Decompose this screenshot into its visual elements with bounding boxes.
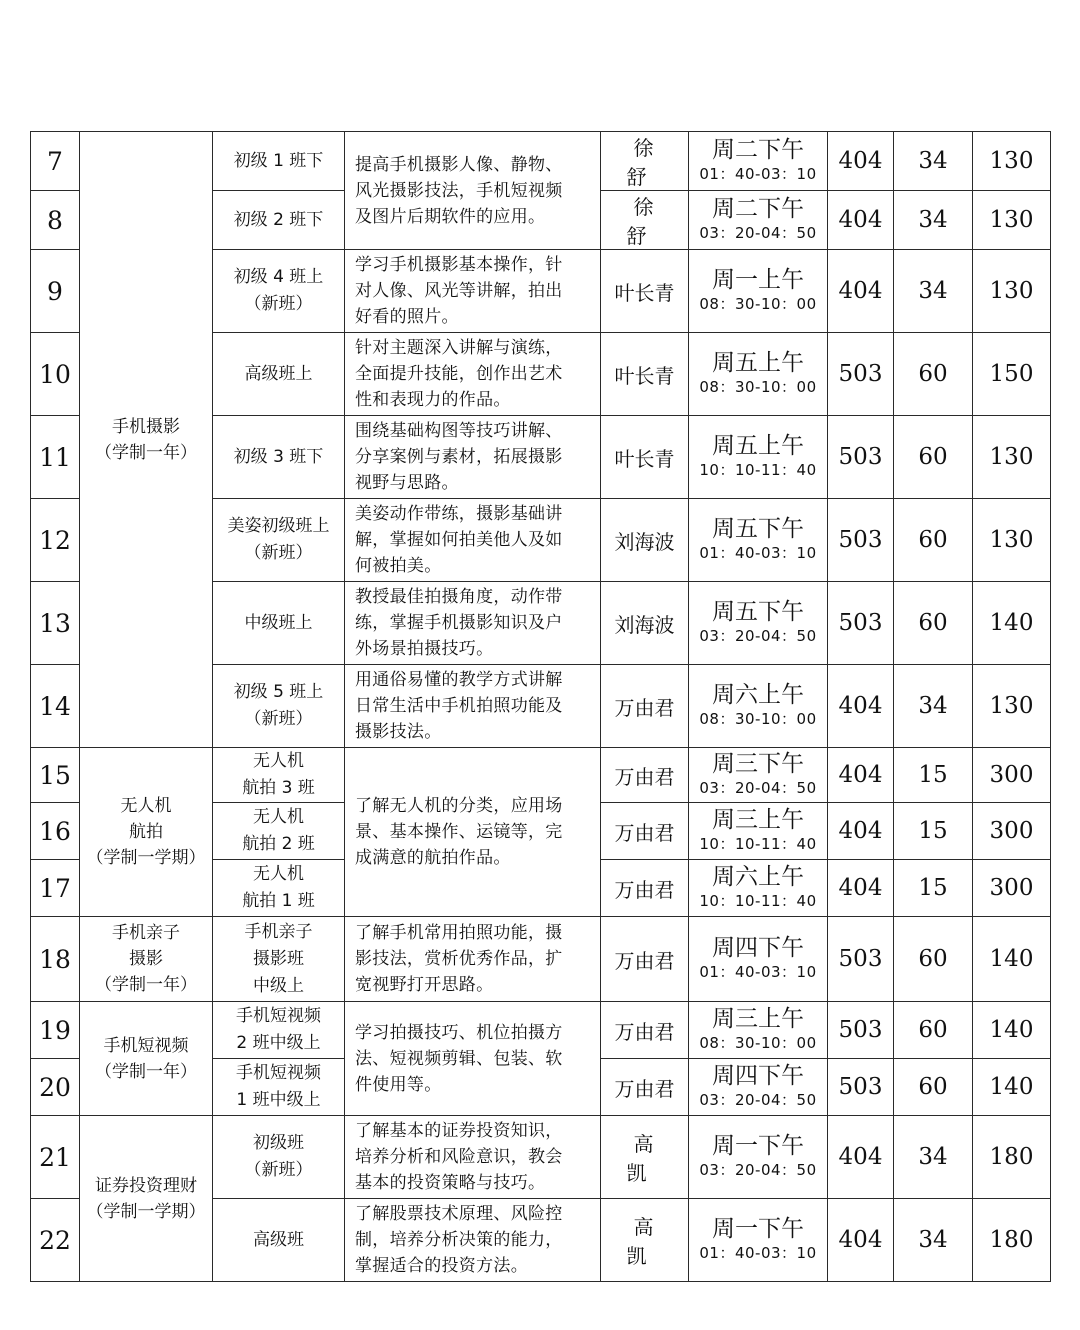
schedule-hours: 03：20-04：50: [699, 779, 817, 797]
description-line: 掌握适合的投资方法。: [355, 1256, 528, 1276]
teacher-name: 刘海波: [601, 582, 689, 665]
fee-amount: 180: [973, 1116, 1051, 1199]
class-name-line: 高级班: [253, 1229, 304, 1250]
class-name-line: 无人机: [253, 807, 304, 827]
schedule-hours: 10：10-11：40: [699, 835, 817, 853]
seat-count: 60: [894, 582, 973, 665]
room-number: 503: [828, 582, 894, 665]
course-name-line: （学制一年）: [95, 975, 197, 995]
row-number: 11: [31, 416, 80, 499]
room-number: 503: [828, 917, 894, 1002]
schedule-day: 周五上午: [712, 350, 804, 376]
seat-count: 34: [894, 132, 973, 191]
schedule-day: 周六上午: [712, 864, 804, 890]
schedule-day: 周三下午: [712, 751, 804, 777]
schedule-cell: [689, 499, 828, 582]
description-line: 基本的投资策略与技巧。: [355, 1173, 546, 1193]
course-name-line: 航拍: [129, 822, 163, 842]
class-name-line: 航拍 3 班: [242, 778, 315, 798]
row-number: 20: [31, 1059, 80, 1116]
room-number: 503: [828, 499, 894, 582]
class-name-cell: [213, 917, 345, 1002]
class-name-line: 手机短视频: [236, 1063, 321, 1083]
course-name-line: （学制一学期）: [86, 848, 206, 868]
description-line: 成满意的航拍作品。: [355, 848, 511, 868]
description-line: 影技法，赏析优秀作品，扩: [355, 949, 563, 969]
class-name-line: 初级 2 班下: [233, 209, 324, 230]
schedule-day: 周四下午: [712, 935, 804, 961]
fee-amount: 130: [973, 191, 1051, 250]
fee-amount: 130: [973, 665, 1051, 748]
teacher-name: 万由君: [601, 917, 689, 1002]
schedule-hours: 10：10-11：40: [699, 461, 817, 479]
description-line: 解，掌握如何拍美他人及如: [355, 530, 563, 550]
schedule-cell: [689, 1059, 828, 1116]
class-name-line: 中级班上: [244, 612, 313, 633]
row-number: 12: [31, 499, 80, 582]
schedule-cell: [689, 1199, 828, 1282]
schedule-hours: 01：40-03：10: [699, 1244, 817, 1262]
course-description-cell: [345, 1116, 601, 1199]
schedule-hours: 08：30-10：00: [699, 378, 817, 396]
schedule-day: 周三上午: [712, 807, 804, 833]
room-number: 404: [828, 665, 894, 748]
class-name-cell: [213, 191, 345, 250]
fee-amount: 140: [973, 1059, 1051, 1116]
teacher-name: 叶长青: [601, 333, 689, 416]
seat-count: 15: [894, 803, 973, 860]
class-name-line: 无人机: [253, 864, 304, 884]
fee-amount: 130: [973, 499, 1051, 582]
class-name-line: 美姿初级班上: [227, 516, 330, 536]
schedule-day: 周二下午: [712, 137, 804, 163]
description-line: 了解无人机的分类，应用场: [355, 796, 563, 816]
class-name-cell: [213, 665, 345, 748]
teacher-name: 高 凯: [601, 1199, 689, 1282]
row-number: 13: [31, 582, 80, 665]
class-name-line: （新班）: [244, 294, 313, 314]
description-line: 教授最佳拍摄角度，动作带: [355, 587, 563, 607]
class-name-line: 手机短视频: [236, 1006, 321, 1026]
class-name-line: 高级班上: [244, 363, 313, 384]
description-line: 美姿动作带练，摄影基础讲: [355, 504, 563, 524]
schedule-hours: 03：20-04：50: [699, 1091, 817, 1109]
teacher-name: 万由君: [601, 748, 689, 803]
course-name-cell: [80, 132, 213, 748]
row-number: 18: [31, 917, 80, 1002]
schedule-cell: [689, 1002, 828, 1059]
row-number: 14: [31, 665, 80, 748]
row-number: 15: [31, 748, 80, 803]
class-name-cell: [213, 416, 345, 499]
seat-count: 34: [894, 665, 973, 748]
fee-amount: 150: [973, 333, 1051, 416]
class-name-cell: [213, 1002, 345, 1059]
seat-count: 34: [894, 1199, 973, 1282]
seat-count: 60: [894, 333, 973, 416]
room-number: 404: [828, 860, 894, 917]
row-number: 7: [31, 132, 80, 191]
schedule-day: 周一下午: [712, 1216, 804, 1242]
schedule-hours: 03：20-04：50: [699, 627, 817, 645]
schedule-day: 周五下午: [712, 516, 804, 542]
description-line: 全面提升技能，创作出艺术: [355, 364, 563, 384]
teacher-name: 万由君: [601, 803, 689, 860]
teacher-name: 万由君: [601, 1002, 689, 1059]
schedule-cell: [689, 917, 828, 1002]
course-description-cell: [345, 665, 601, 748]
row-number: 22: [31, 1199, 80, 1282]
fee-amount: 130: [973, 250, 1051, 333]
class-name-cell: [213, 582, 345, 665]
schedule-hours: 10：10-11：40: [699, 892, 817, 910]
description-line: 法、短视频剪辑、包装、软: [355, 1048, 563, 1069]
teacher-name: 叶长青: [601, 416, 689, 499]
fee-amount: 140: [973, 582, 1051, 665]
description-line: 景、基本操作、运镜等，完: [355, 822, 563, 842]
schedule-cell: [689, 803, 828, 860]
room-number: 503: [828, 1002, 894, 1059]
class-name-cell: [213, 1199, 345, 1282]
schedule-day: 周一上午: [712, 267, 804, 293]
course-name-line: 摄影: [129, 949, 163, 969]
description-line: 外场景拍摄技巧。: [355, 639, 494, 659]
fee-amount: 140: [973, 1002, 1051, 1059]
room-number: 404: [828, 1116, 894, 1199]
course-description-cell: [345, 1199, 601, 1282]
description-line: 件使用等。: [355, 1074, 442, 1095]
course-name-line: 手机亲子: [112, 923, 180, 943]
course-name-cell: [80, 917, 213, 1002]
schedule-hours: 01：40-03：10: [699, 544, 817, 562]
fee-amount: 300: [973, 803, 1051, 860]
description-line: 对人像、风光等讲解，拍出: [355, 281, 563, 301]
description-line: 提高手机摄影人像、静物、: [355, 154, 563, 175]
seat-count: 34: [894, 1116, 973, 1199]
class-name-line: （新班）: [244, 709, 313, 729]
description-line: 围绕基础构图等技巧讲解、: [355, 421, 563, 441]
schedule-cell: [689, 665, 828, 748]
class-name-line: （新班）: [244, 1160, 313, 1180]
row-number: 8: [31, 191, 80, 250]
class-name-line: 初级班: [253, 1133, 304, 1153]
course-description-cell: [345, 499, 601, 582]
class-name-line: 初级 3 班下: [233, 446, 324, 467]
class-name-line: （新班）: [244, 543, 313, 563]
course-name-line: 证券投资理财: [95, 1175, 197, 1196]
seat-count: 60: [894, 1059, 973, 1116]
schedule-cell: [689, 748, 828, 803]
class-name-cell: [213, 748, 345, 803]
class-name-line: 中级上: [253, 975, 304, 996]
schedule-day: 周六上午: [712, 682, 804, 708]
room-number: 404: [828, 132, 894, 191]
course-name-line: 手机摄影: [112, 416, 180, 437]
course-description-cell: [345, 1002, 601, 1116]
class-name-cell: [213, 250, 345, 333]
schedule-cell: [689, 191, 828, 250]
course-name-line: （学制一年）: [95, 1061, 197, 1082]
course-name-cell: [80, 1116, 213, 1282]
course-name-line: 无人机: [120, 796, 172, 816]
room-number: 404: [828, 1199, 894, 1282]
row-number: 17: [31, 860, 80, 917]
schedule-day: 周一下午: [712, 1133, 804, 1159]
schedule-day: 周二下午: [712, 196, 804, 222]
seat-count: 15: [894, 748, 973, 803]
schedule-cell: [689, 860, 828, 917]
teacher-name: 徐 舒: [601, 132, 689, 191]
class-name-line: 航拍 1 班: [242, 891, 315, 911]
class-name-cell: [213, 1116, 345, 1199]
fee-amount: 300: [973, 748, 1051, 803]
class-name-line: 1 班中级上: [236, 1090, 321, 1110]
description-line: 制，培养分析决策的能力，: [355, 1230, 563, 1250]
schedule-hours: 08：30-10：00: [699, 710, 817, 728]
teacher-name: 万由君: [601, 860, 689, 917]
seat-count: 60: [894, 917, 973, 1002]
course-name-cell: [80, 1002, 213, 1116]
course-name-line: （学制一年）: [95, 442, 197, 463]
room-number: 404: [828, 803, 894, 860]
course-name-cell: [80, 748, 213, 917]
fee-amount: 140: [973, 917, 1051, 1002]
table-row: [31, 1116, 1051, 1199]
teacher-name: 刘海波: [601, 499, 689, 582]
class-name-line: 初级 5 班上: [233, 682, 324, 702]
description-line: 学习拍摄技巧、机位拍摄方: [355, 1022, 563, 1043]
schedule-hours: 03：20-04：50: [699, 224, 817, 242]
schedule-cell: [689, 250, 828, 333]
description-line: 日常生活中手机拍照功能及: [355, 696, 563, 716]
teacher-name: 徐 舒: [601, 191, 689, 250]
schedule-hours: 08：30-10：00: [699, 1034, 817, 1052]
description-line: 了解基本的证券投资知识，: [355, 1121, 563, 1141]
description-line: 针对主题深入讲解与演练，: [355, 338, 563, 358]
class-name-line: 初级 1 班下: [233, 150, 324, 171]
room-number: 404: [828, 191, 894, 250]
description-line: 摄影技法。: [355, 722, 442, 742]
class-name-line: 航拍 2 班: [242, 834, 315, 854]
row-number: 10: [31, 333, 80, 416]
schedule-cell: [689, 1116, 828, 1199]
description-line: 及图片后期软件的应用。: [355, 206, 546, 227]
description-line: 了解股票技术原理、风险控: [355, 1204, 563, 1224]
class-name-line: 无人机: [253, 751, 304, 771]
schedule-hours: 01：40-03：10: [699, 963, 817, 981]
seat-count: 60: [894, 1002, 973, 1059]
fee-amount: 130: [973, 416, 1051, 499]
course-description-cell: [345, 333, 601, 416]
course-description-cell: [345, 917, 601, 1002]
fee-amount: 180: [973, 1199, 1051, 1282]
fee-amount: 300: [973, 860, 1051, 917]
description-line: 好看的照片。: [355, 307, 459, 327]
course-name-line: （学制一学期）: [86, 1201, 206, 1222]
row-number: 21: [31, 1116, 80, 1199]
table-row: [31, 748, 1051, 803]
teacher-name: 万由君: [601, 665, 689, 748]
description-line: 学习手机摄影基本操作，针: [355, 255, 563, 275]
row-number: 9: [31, 250, 80, 333]
teacher-name: 万由君: [601, 1059, 689, 1116]
class-name-line: 手机亲子: [244, 921, 313, 942]
schedule-day: 周五下午: [712, 599, 804, 625]
teacher-name: 叶长青: [601, 250, 689, 333]
seat-count: 60: [894, 499, 973, 582]
fee-amount: 130: [973, 132, 1051, 191]
table-row: [31, 132, 1051, 191]
description-line: 用通俗易懂的教学方式讲解: [355, 670, 563, 690]
class-name-line: 初级 4 班上: [233, 267, 324, 287]
class-name-cell: [213, 1059, 345, 1116]
class-name-cell: [213, 132, 345, 191]
schedule-day: 周五上午: [712, 433, 804, 459]
room-number: 503: [828, 416, 894, 499]
description-line: 练，掌握手机摄影知识及户: [355, 613, 563, 633]
room-number: 404: [828, 250, 894, 333]
class-name-cell: [213, 803, 345, 860]
schedule-cell: [689, 582, 828, 665]
schedule-cell: [689, 132, 828, 191]
table-row: [31, 1002, 1051, 1059]
seat-count: 34: [894, 250, 973, 333]
schedule-day: 周四下午: [712, 1063, 804, 1089]
description-line: 何被拍美。: [355, 556, 442, 576]
description-line: 视野与思路。: [355, 473, 459, 493]
seat-count: 15: [894, 860, 973, 917]
row-number: 16: [31, 803, 80, 860]
seat-count: 60: [894, 416, 973, 499]
course-name-line: 手机短视频: [103, 1035, 189, 1056]
class-name-cell: [213, 860, 345, 917]
course-schedule-table: [30, 131, 1051, 1282]
course-description-cell: [345, 582, 601, 665]
course-description-cell: [345, 748, 601, 917]
class-name-line: 2 班中级上: [236, 1033, 321, 1053]
room-number: 503: [828, 333, 894, 416]
description-line: 分享案例与素材，拓展摄影: [355, 447, 563, 467]
room-number: 404: [828, 748, 894, 803]
teacher-name: 高 凯: [601, 1116, 689, 1199]
schedule-cell: [689, 333, 828, 416]
course-description-cell: [345, 250, 601, 333]
class-name-line: 摄影班: [253, 948, 304, 969]
class-name-cell: [213, 499, 345, 582]
row-number: 19: [31, 1002, 80, 1059]
course-description-cell: [345, 416, 601, 499]
table-row: [31, 917, 1051, 1002]
description-line: 了解手机常用拍照功能，摄: [355, 923, 563, 943]
description-line: 风光摄影技法，手机短视频: [355, 180, 563, 201]
room-number: 503: [828, 1059, 894, 1116]
schedule-hours: 08：30-10：00: [699, 295, 817, 313]
schedule-day: 周三上午: [712, 1006, 804, 1032]
description-line: 宽视野打开思路。: [355, 975, 494, 995]
course-description-cell: [345, 132, 601, 250]
schedule-hours: 01：40-03：10: [699, 165, 817, 183]
description-line: 培养分析和风险意识，教会: [355, 1147, 563, 1167]
class-name-cell: [213, 333, 345, 416]
description-line: 性和表现力的作品。: [355, 390, 511, 410]
schedule-cell: [689, 416, 828, 499]
schedule-hours: 03：20-04：50: [699, 1161, 817, 1179]
seat-count: 34: [894, 191, 973, 250]
